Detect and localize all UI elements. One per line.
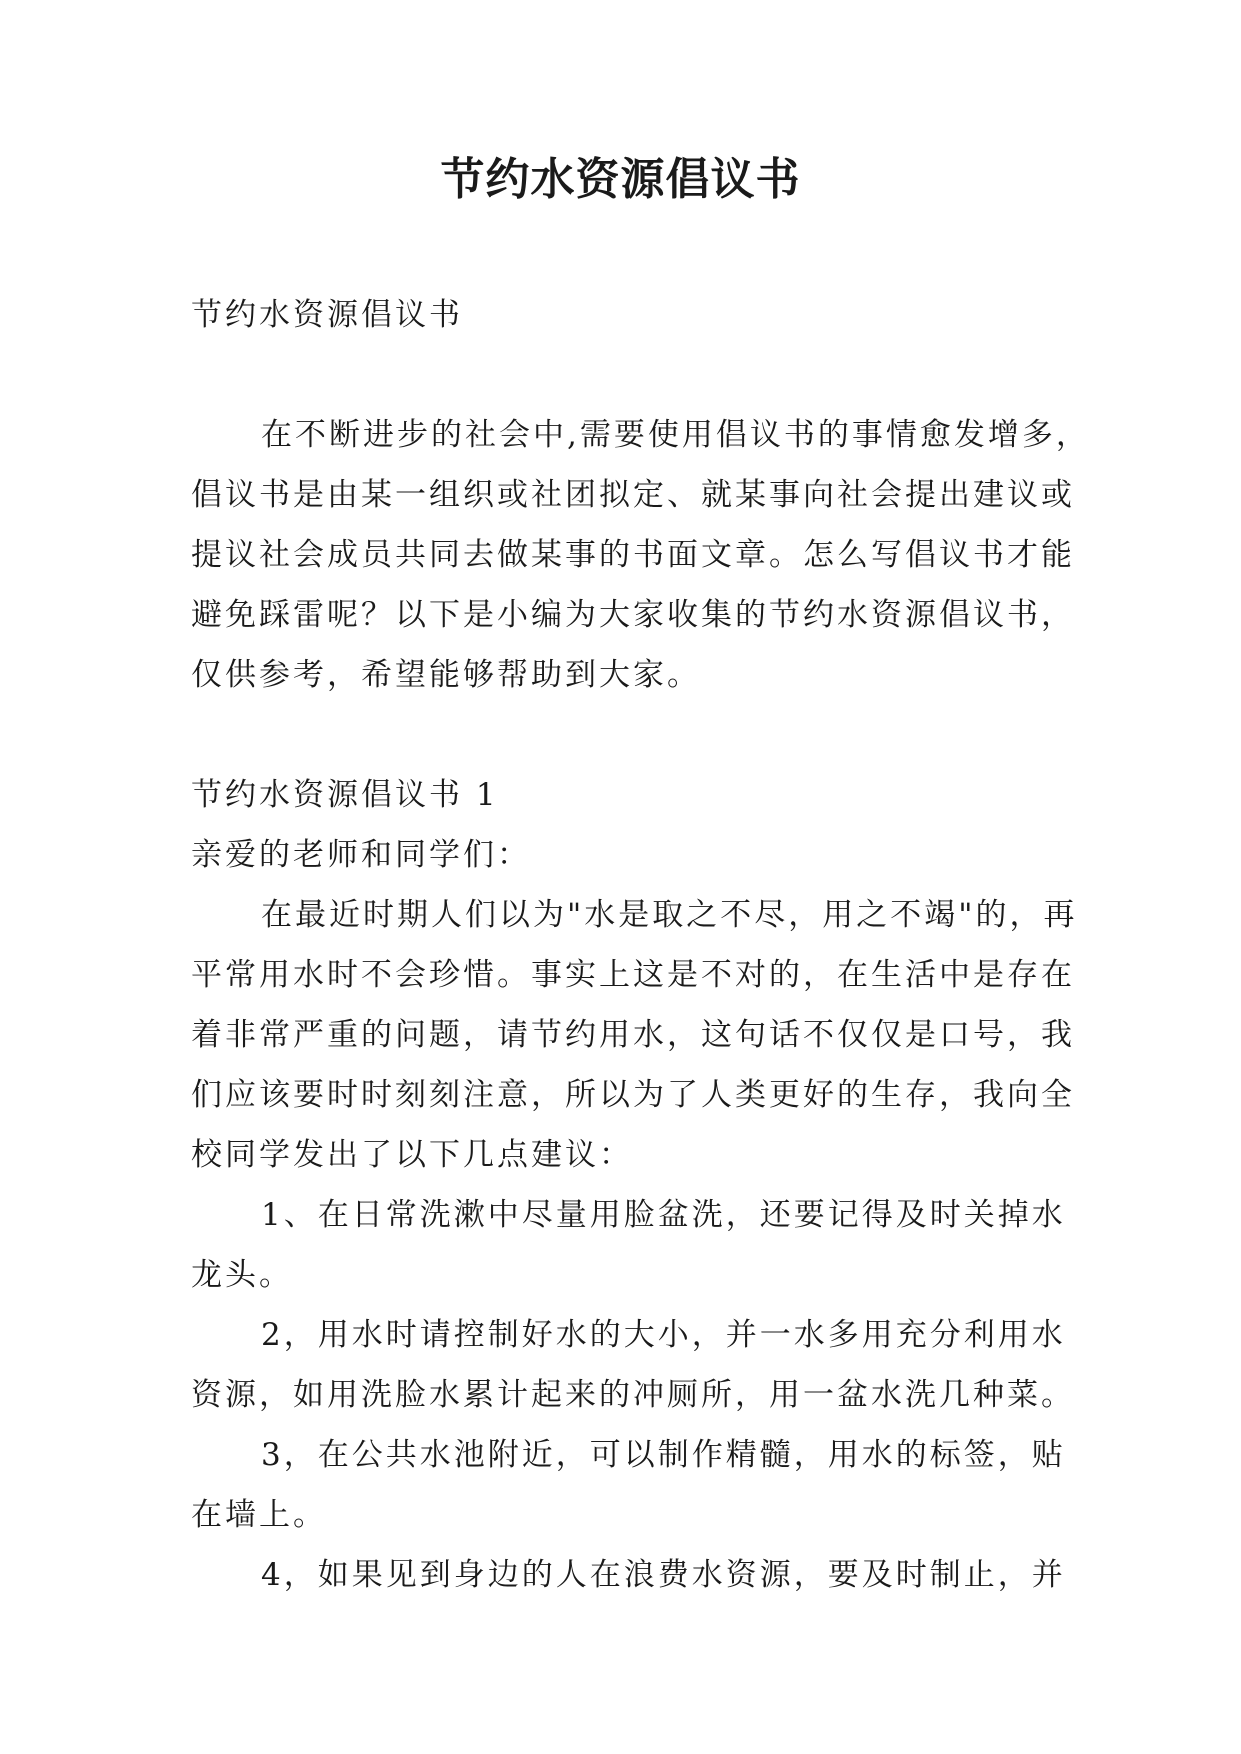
paragraph-line: 在最近时期人们以为"水是取之不尽，用之不竭"的，再 bbox=[261, 897, 1078, 933]
suggestion-item-1: 1、在日常洗漱中尽量用脸盆洗，还要记得及时关掉水 bbox=[261, 1197, 1066, 1233]
greeting: 亲爱的老师和同学们： bbox=[191, 837, 531, 873]
suggestion-item-3: 3，在公共水池附近，可以制作精髓，用水的标签，贴 bbox=[261, 1437, 1066, 1473]
paragraph-line: 着非常严重的问题，请节约用水，这句话不仅仅是口号，我 bbox=[191, 1017, 1075, 1053]
suggestion-item-3-cont: 在墙上。 bbox=[191, 1497, 327, 1533]
document-title: 节约水资源倡议书 bbox=[440, 154, 801, 205]
paragraph-line: 平常用水时不会珍惜。事实上这是不对的，在生活中是存在 bbox=[191, 957, 1075, 993]
suggestion-item-2-cont: 资源，如用洗脸水累计起来的冲厕所，用一盆水洗几种菜。 bbox=[191, 1377, 1075, 1413]
document-body bbox=[191, 285, 1090, 1605]
paragraph-line: 们应该要时时刻刻注意，所以为了人类更好的生存，我向全 bbox=[191, 1077, 1075, 1113]
intro-line: 在不断进步的社会中,需要使用倡议书的事情愈发增多， bbox=[261, 417, 1090, 453]
intro-line: 避免踩雷呢？以下是小编为大家收集的节约水资源倡议书， bbox=[191, 597, 1075, 633]
intro-line: 倡议书是由某一组织或社团拟定、就某事向社会提出建议或 bbox=[191, 477, 1075, 513]
suggestion-item-1-cont: 龙头。 bbox=[191, 1257, 293, 1293]
intro-line: 仅供参考，希望能够帮助到大家。 bbox=[191, 657, 701, 693]
paragraph-line: 校同学发出了以下几点建议： bbox=[191, 1137, 633, 1173]
suggestion-item-2: 2，用水时请控制好水的大小，并一水多用充分利用水 bbox=[261, 1317, 1066, 1353]
document-subtitle: 节约水资源倡议书 bbox=[191, 297, 463, 333]
suggestion-item-4: 4，如果见到身边的人在浪费水资源，要及时制止，并 bbox=[261, 1557, 1066, 1593]
intro-line: 提议社会成员共同去做某事的书面文章。怎么写倡议书才能 bbox=[191, 537, 1075, 573]
section-heading: 节约水资源倡议书 1 bbox=[191, 777, 499, 813]
